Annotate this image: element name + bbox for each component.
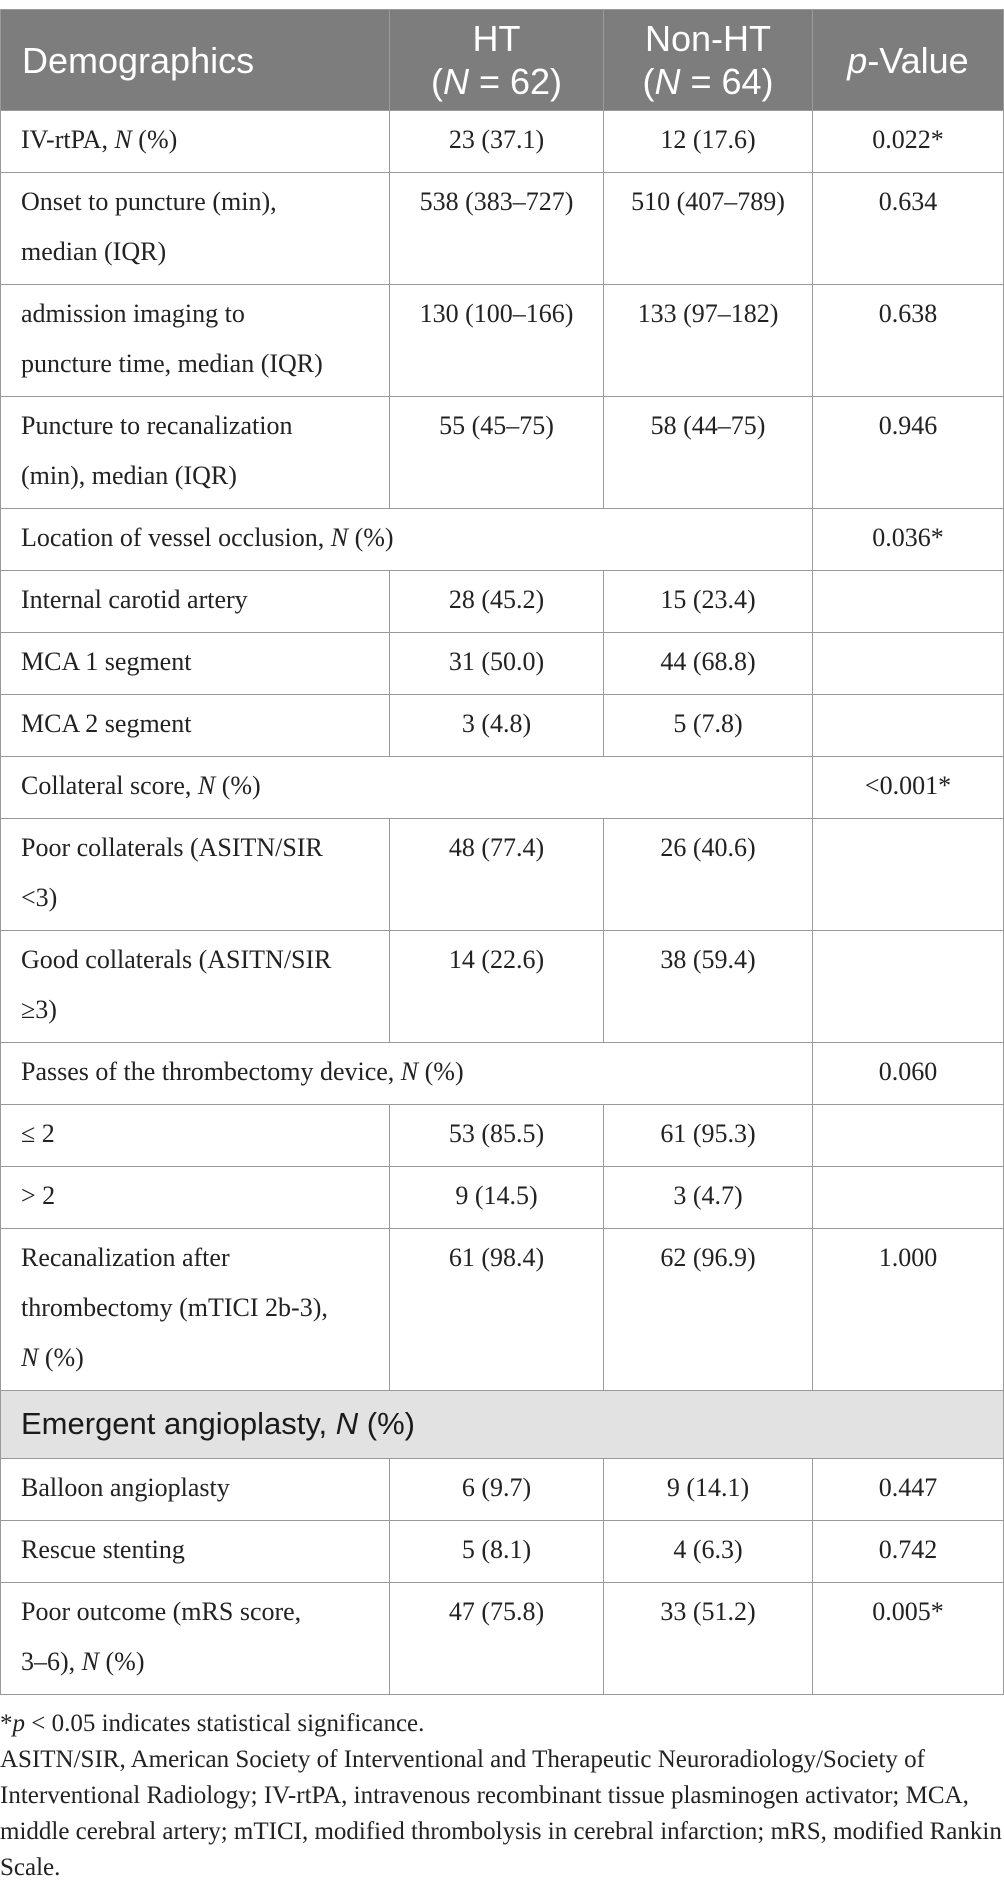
table-row [1,757,1004,819]
ht-value: 6 (9.7) [390,1459,604,1521]
non-ht-value: 4 (6.3) [604,1521,813,1583]
row-label: Rescue stenting [1,1521,390,1583]
ht-value: 9 (14.5) [390,1167,604,1229]
header-non-ht-title: Non-HT [644,18,772,59]
ht-value: 53 (85.5) [390,1105,604,1167]
table-container [0,9,1003,1695]
label-line2: median (IQR) [21,237,167,266]
label-tail: (%) [215,771,261,800]
p-value: <0.001* [813,757,1004,819]
header-row [1,10,1004,111]
label-n: N [197,771,216,800]
label-text: IV-rtPA, [21,125,115,154]
header-ht: HT (N = 62) [390,10,604,111]
label-line2: thrombectomy (mTICI 2b-3), [21,1293,328,1322]
p-value: 1.000 [813,1229,1004,1391]
label-line2: 3–6), [21,1647,82,1676]
label-line2: (min), median (IQR) [21,461,237,490]
label-text: Collateral score, [21,771,198,800]
p-value: 0.036* [813,509,1004,571]
non-ht-value: 38 (59.4) [604,931,813,1043]
row-label [1,111,390,173]
row-label: ≤ 2 [1,1105,390,1167]
ht-value: 55 (45–75) [390,397,604,509]
label-n: N [21,1343,39,1372]
non-ht-value: 58 (44–75) [604,397,813,509]
section-tail: (%) [358,1406,415,1441]
footnote-sig-text: < 0.05 indicates statistical significance. [25,1710,425,1737]
ht-value: 14 (22.6) [390,931,604,1043]
table-row [1,509,1004,571]
section-label: Emergent angioplasty, [21,1406,336,1441]
table-row [1,1583,1004,1695]
non-ht-value: 133 (97–182) [604,285,813,397]
table-row [1,1229,1004,1391]
non-ht-value: 15 (23.4) [604,571,813,633]
label-text: Location of vessel occlusion, [21,523,331,552]
section-title [1,1391,1004,1459]
table-row [1,111,1004,173]
row-label [1,1583,390,1695]
row-label: MCA 1 segment [1,633,390,695]
p-value [813,1105,1004,1167]
p-value [813,633,1004,695]
table-row [1,1521,1004,1583]
row-label [1,173,390,285]
p-value: 0.634 [813,173,1004,285]
table-row [1,1167,1004,1229]
p-value [813,819,1004,931]
row-label [1,397,390,509]
row-label: Internal carotid artery [1,571,390,633]
label-n: N [81,1647,100,1676]
p-value [813,1167,1004,1229]
label-line1: Poor collaterals (ASITN/SIR [21,833,323,862]
label-line1: Good collaterals (ASITN/SIR [21,945,332,974]
non-ht-value: 3 (4.7) [604,1167,813,1229]
row-label [1,285,390,397]
non-ht-value: 510 (407–789) [604,173,813,285]
significance-note [0,1706,1004,1742]
p-value [813,931,1004,1043]
group-label [1,757,813,819]
label-line1: admission imaging to [21,299,245,328]
header-ht-title: HT [472,18,521,59]
non-ht-value: 61 (95.3) [604,1105,813,1167]
footnote-p: p [12,1710,25,1737]
header-non-ht-n-label: N [654,61,681,102]
non-ht-value: 44 (68.8) [604,633,813,695]
label-tail: (%) [348,523,394,552]
group-label [1,1043,813,1105]
abbreviations-note: ASITN/SIR, American Society of Interventional and Therapeutic Neuroradiology/Society of Interventional Radiology; IV-rtPA, intravenous recombinant tissue plasminogen activator; MCA, middle cerebral artery; mTICI, modified thrombolysis in cerebral infarction; mRS, modified Rankin Scale. [0,1746,1002,1881]
label-tail: (%) [38,1343,84,1372]
label-tail: (%) [99,1647,145,1676]
table-row [1,397,1004,509]
label-n: N [400,1057,419,1086]
label-n: N [114,125,132,154]
label-line1: Recanalization after [21,1243,230,1272]
ht-value: 538 (383–727) [390,173,604,285]
header-ht-n-label: N [442,61,469,102]
p-value [813,695,1004,757]
label-line2: ≥3) [21,995,57,1024]
label-tail: (%) [131,125,178,154]
group-label [1,509,813,571]
label-n: N [330,523,349,552]
label-line2: puncture time, median (IQR) [21,349,323,378]
row-label: > 2 [1,1167,390,1229]
table-row [1,695,1004,757]
ht-value: 31 (50.0) [390,633,604,695]
table-footnotes [0,1706,1004,1886]
non-ht-value: 9 (14.1) [604,1459,813,1521]
p-value: 0.447 [813,1459,1004,1521]
ht-value: 5 (8.1) [390,1521,604,1583]
header-non-ht: Non-HT (N = 64) [604,10,813,111]
p-value: 0.005* [813,1583,1004,1695]
table-row [1,285,1004,397]
ht-value: 130 (100–166) [390,285,604,397]
header-demographics: Demographics [1,10,390,111]
ht-value: 3 (4.8) [390,695,604,757]
table-row [1,173,1004,285]
non-ht-value: 33 (51.2) [604,1583,813,1695]
table-row [1,1043,1004,1105]
p-value: 0.946 [813,397,1004,509]
label-line1: Poor outcome (mRS score, [21,1597,302,1626]
table-row [1,931,1004,1043]
demographics-table [0,9,1004,1695]
ht-value: 47 (75.8) [390,1583,604,1695]
row-label: MCA 2 segment [1,695,390,757]
label-line1: Puncture to recanalization [21,411,293,440]
label-line2: <3) [21,883,58,912]
table-row [1,1459,1004,1521]
ht-value: 48 (77.4) [390,819,604,931]
p-value [813,571,1004,633]
p-value: 0.742 [813,1521,1004,1583]
row-label: Balloon angioplasty [1,1459,390,1521]
ht-value: 61 (98.4) [390,1229,604,1391]
row-label [1,1229,390,1391]
header-p-italic: p [847,39,868,81]
ht-value: 23 (37.1) [390,111,604,173]
header-p-value [813,10,1004,111]
label-text: Passes of the thrombectomy device, [21,1057,401,1086]
non-ht-value: 26 (40.6) [604,819,813,931]
ht-value: 28 (45.2) [390,571,604,633]
table-row [1,571,1004,633]
p-value: 0.022* [813,111,1004,173]
table-row [1,819,1004,931]
label-line1: Onset to puncture (min), [21,187,277,216]
label-tail: (%) [418,1057,464,1086]
section-row [1,1391,1004,1459]
non-ht-value: 62 (96.9) [604,1229,813,1391]
row-label [1,819,390,931]
header-ht-n-value: = 62) [468,61,563,102]
header-p-rest: -Value [867,39,969,81]
section-n: N [335,1406,359,1441]
p-value: 0.638 [813,285,1004,397]
row-label [1,931,390,1043]
footnote-star: * [0,1710,13,1737]
non-ht-value: 12 (17.6) [604,111,813,173]
p-value: 0.060 [813,1043,1004,1105]
table-row [1,633,1004,695]
header-non-ht-n-value: = 64) [680,61,774,102]
non-ht-value: 5 (7.8) [604,695,813,757]
table-row [1,1105,1004,1167]
